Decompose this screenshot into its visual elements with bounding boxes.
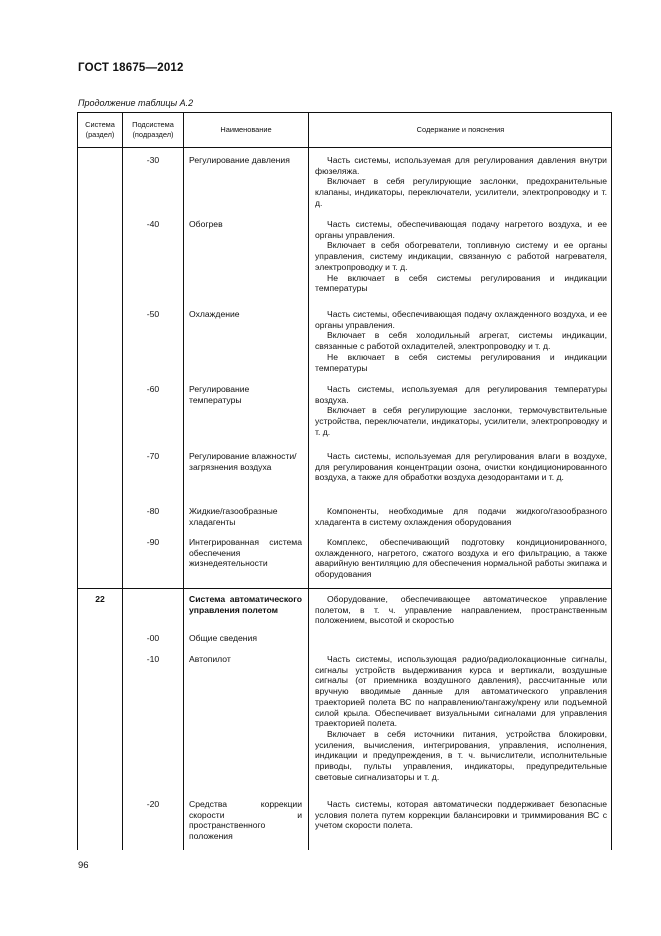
column-header-content: Содержание и пояснения <box>416 125 505 134</box>
item-description: Часть системы, используемая для регулирования влаги в воздухе, для регулирования концентрации озона, очистки кондиционированного воздуха, а также для обработки воздуха дезодорантами и т. д. <box>315 451 607 483</box>
system-code: 22 <box>95 594 105 604</box>
subsystem-code: -10 <box>146 654 160 664</box>
subsystem-code: -50 <box>146 309 160 319</box>
item-description: Часть системы, обеспечивающая подачу нагретого воздуха, и ее органы управления. Включает в себя обогреватели, топливную систему и ее органы управления, систему индикации, связанную с работой нагревателя, электропроводку и т. д. Не включает в себя системы регулирования и индикации температуры <box>315 219 607 294</box>
item-description: Часть системы, используемая для регулирования давления внутри фюзеляжа. Включает в себя регулирующие заслонки, предохранительные клапаны, индикаторы, переключатели, усилители, электропроводку и т. д. <box>315 155 607 208</box>
item-description: Часть системы, обеспечивающая подачу охлажденного воздуха, и ее органы управления. Включает в себя холодильный агрегат, системы индикации, связанные с работой охладителей, электропроводку и т. д. Не включает в себя системы регулирования и индикации температуры <box>315 309 607 373</box>
page-header: ГОСТ 18675—2012 <box>78 62 184 74</box>
subsystem-code: -30 <box>146 155 160 165</box>
item-description: Комплекс, обеспечивающий подготовку кондиционированного, охлажденного, нагретого, сжатого воздуха и его фильтрацию, а также аварийную вентиляцию для обеспечения нормальной работы экипажа и оборудования <box>315 537 607 580</box>
page-number: 96 <box>78 860 89 871</box>
subsystem-code: -70 <box>146 451 160 461</box>
item-name: Регулирование влажности/ загрязнения воздуха <box>189 451 297 472</box>
item-name: Регулирование температуры <box>189 384 250 405</box>
item-name: Обогрев <box>189 219 223 229</box>
data-table <box>77 112 612 850</box>
subsystem-code: -40 <box>146 219 160 229</box>
item-description: Оборудование, обеспечивающее автоматическое управление полетом, в т. ч. управление направлением, пространственным положением, высотой и скоростью <box>315 594 607 626</box>
item-name: Средства коррекции скорости и пространственного положения <box>189 799 302 842</box>
item-name: Автопилот <box>189 654 231 664</box>
item-name: Регулирование давления <box>189 155 290 165</box>
item-description: Часть системы, используемая для регулирования температуры воздуха. Включает в себя регулирующие заслонки, термочувствительные устройства, переключатели, индикаторы, усилители, электропроводку и т. д. <box>315 384 607 437</box>
subsystem-code: -60 <box>146 384 160 394</box>
item-description: Компоненты, необходимые для подачи жидкого/газообразного хладагента в систему охлаждения оборудования <box>315 506 607 527</box>
header-divider <box>78 147 611 148</box>
subsystem-code: -80 <box>146 506 160 516</box>
item-name: Система автоматического управления полетом <box>189 594 302 615</box>
subsystem-code: -90 <box>146 537 160 547</box>
item-description: Часть системы, которая автоматически поддерживает безопасные условия полета путем коррекции балансировки и триммирования ВС с учетом скорости полета. <box>315 799 607 831</box>
item-name: Жидкие/газообразные хладагенты <box>189 506 278 527</box>
column-header-subsystem: Подсистема (подраздел) <box>132 120 174 139</box>
section-divider <box>78 588 611 589</box>
subsystem-code: -00 <box>146 633 160 643</box>
item-name: Интегрированная система обеспечения жизнедеятельности <box>189 537 302 569</box>
item-name: Общие сведения <box>189 633 257 643</box>
column-header-system: Система (раздел) <box>85 120 115 139</box>
item-description: Часть системы, использующая радио/радиолокационные сигналы, сигналы устройств выдерживания курса и вертикали, воздушные сигналы (от приемника воздушного давления), рассчитанные или вручную вводимые данные для автоматического управления траекторией полета ВС по направлению/тангажу/крену или подъемной силой крыла. Обеспечивает визуальными сигналами для управления траекторией полета. Включает в себя источники питания, устройства блокировки, усиления, вычисления, интегрирования, управления, исполнения, индикации и предупреждения, в т. ч. вычислители, исполнительные приводы, пульты управления, индикаторы, предупредительные световые сигнализаторы и т. д. <box>315 654 607 782</box>
column-divider <box>308 113 309 850</box>
column-header-name: Наименование <box>220 125 272 134</box>
table-caption: Продолжение таблицы А.2 <box>78 98 194 108</box>
subsystem-code: -20 <box>146 799 160 809</box>
column-divider <box>183 113 184 850</box>
item-name: Охлаждение <box>189 309 240 319</box>
